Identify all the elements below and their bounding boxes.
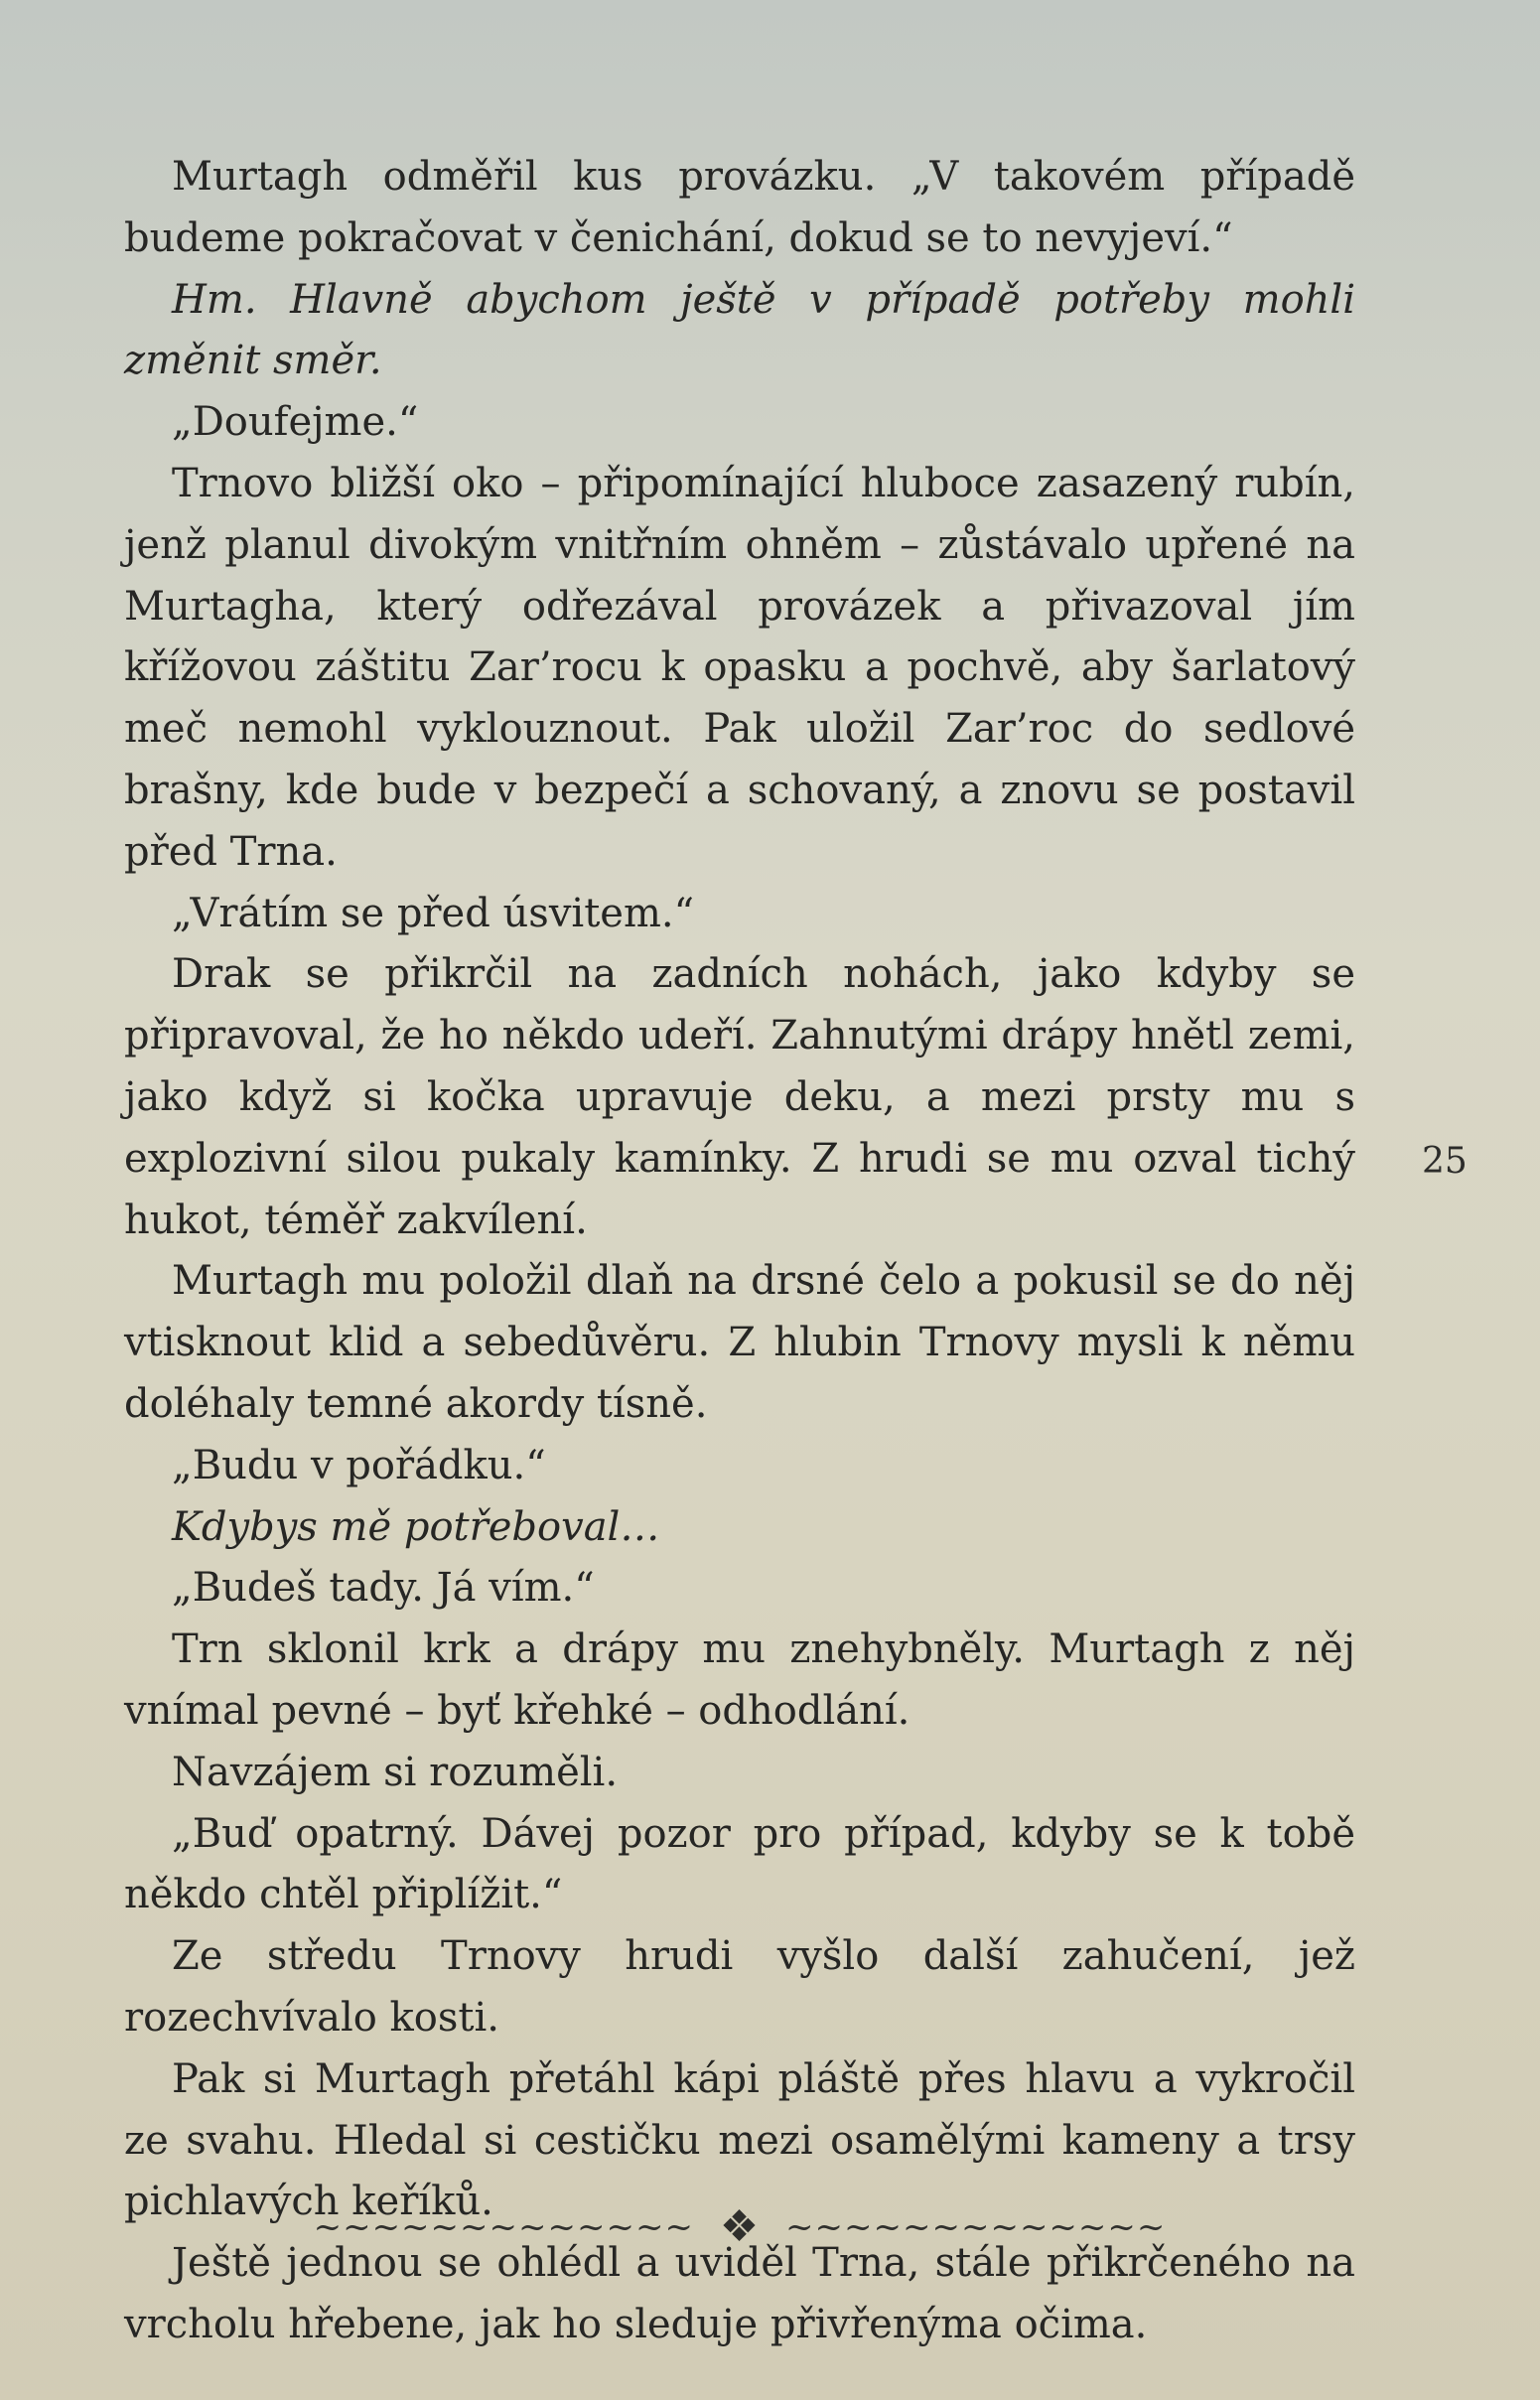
paragraph: Trnovo bližší oko – připomínající hluboce zasazený rubín, jenž planul divokým vnitřním ohněm – zůstávalo upřené na Murtagha, který odřezával provázek a přivazoval jím křížovou záštitu Zar’rocu k opasku a pochvě, aby šarlatový meč nemohl vyklouznout. Pak uložil Zar’roc do sedlové brašny, kde bude v bezpečí a schovaný, a znovu se postavil před Trna. bbox=[124, 460, 1355, 875]
paragraph: „Vrátím se před úsvitem.“ bbox=[172, 890, 695, 936]
paragraph: Murtagh odměřil kus provázku. „V takovém případě budeme pokračovat v čenichání, dokud se to nevyjeví.“ bbox=[124, 154, 1355, 261]
paragraph: Pak si Murtagh přetáhl kápi pláště přes hlavu a vykročil ze svahu. Hledal si cestičku mezi osamělými kameny a trsy pichlavých keříků. bbox=[124, 2055, 1355, 2225]
paragraph: Murtagh mu položil dlaň na drsné čelo a pokusil se do něj vtisknout klid a sebedůvěru. Z hlubin Trnovy mysli k němu doléhaly temné akordy tísně. bbox=[124, 1258, 1355, 1427]
paragraph: „Budu v pořádku.“ bbox=[172, 1442, 546, 1488]
paragraph: Ještě jednou se ohlédl a uviděl Trna, stále přikrčeného na vrcholu hřebene, jak ho sleduje přivřenýma očima. bbox=[124, 2240, 1355, 2347]
section-break-ornament bbox=[0, 2202, 1479, 2252]
paragraph: „Doufejme.“ bbox=[172, 399, 419, 446]
ornament-tilde-left: ~~~~~~~~~~~~~ bbox=[313, 2207, 694, 2247]
paragraph: Trn sklonil krk a drápy mu znehybněly. Murtagh z něj vnímal pevné – byť křehké – odhodlání. bbox=[124, 1626, 1355, 1734]
paragraph: „Budeš tady. Já vím.“ bbox=[172, 1565, 595, 1612]
paragraph: Ze středu Trnovy hrudi vyšlo další zahučení, jež rozechvívalo kosti. bbox=[124, 1933, 1355, 2041]
paragraph: Navzájem si rozuměli. bbox=[172, 1749, 619, 1795]
chapter-text bbox=[124, 147, 1355, 2356]
diamond-ornament-icon: ❖ bbox=[719, 2201, 761, 2252]
paragraph: „Buď opatrný. Dávej pozor pro případ, kdyby se k tobě někdo chtěl připlížit.“ bbox=[124, 1810, 1355, 1918]
ornament-tilde-right: ~~~~~~~~~~~~~ bbox=[785, 2207, 1167, 2247]
paragraph: Drak se přikrčil na zadních nohách, jako kdyby se připravoval, že ho někdo udeří. Zahnutými drápy hnětl zemi, jako když si kočka upravuje deku, a mezi prsty mu s explozivní silou pukaly kamínky. Z hrudi se mu ozval tichý hukot, téměř zakvílení. bbox=[124, 951, 1355, 1243]
paragraph-thought: Hm. Hlavně abychom ještě v případě potřeby mohli změnit směr. bbox=[124, 276, 1355, 384]
paragraph-thought: Kdybys mě potřeboval… bbox=[172, 1503, 660, 1550]
page-number: 25 bbox=[1422, 1141, 1468, 1182]
